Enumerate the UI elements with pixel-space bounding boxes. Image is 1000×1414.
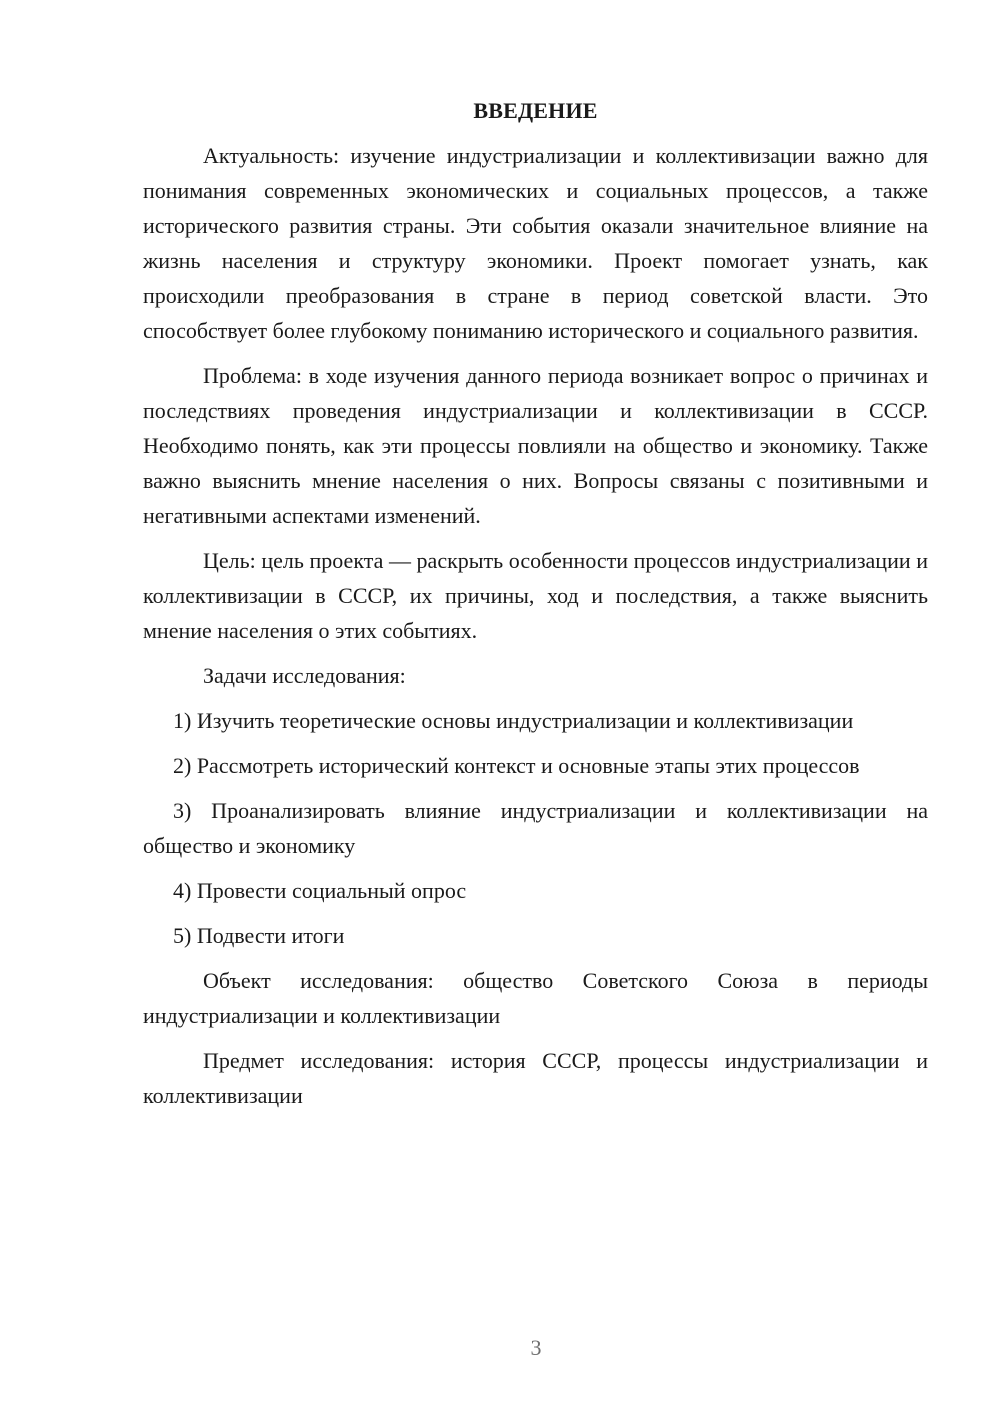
task-item-2: 2) Рассмотреть исторический контекст и основные этапы этих процессов [173, 753, 860, 778]
paragraph-problem: Проблема: в ходе изучения данного периода возникает вопрос о причинах и последствиях проведения индустриализации и коллективизации в СССР. Необходимо понять, как эти процессы повлияли на общество и экономику. Также важно выяснить мнение населения о них. Вопросы связаны с позитивными и негативными аспектами изменений. [143, 363, 928, 528]
page-content [143, 93, 928, 1123]
tasks-heading: Задачи исследования: [203, 663, 406, 688]
tasks-list [143, 703, 928, 953]
paragraph-object: Объект исследования: общество Советского Союза в периоды индустриализации и коллективизации [143, 968, 928, 1028]
task-item-3: 3) Проанализировать влияние индустриализации и коллективизации на общество и экономику [143, 798, 928, 858]
section-heading: ВВЕДЕНИЕ [473, 98, 598, 123]
task-item-4: 4) Провести социальный опрос [173, 878, 467, 903]
paragraph-subject: Предмет исследования: история СССР, процессы индустриализации и коллективизации [143, 1048, 928, 1108]
task-item-5: 5) Подвести итоги [173, 923, 345, 948]
page-number: 3 [530, 1335, 542, 1360]
task-item-1: 1) Изучить теоретические основы индустриализации и коллективизации [173, 708, 854, 733]
paragraph-goal: Цель: цель проекта — раскрыть особенности процессов индустриализации и коллективизации в СССР, их причины, ход и последствия, а также выяснить мнение населения о этих событиях. [143, 548, 928, 643]
paragraph-relevance: Актуальность: изучение индустриализации и коллективизации важно для понимания современных экономических и социальных процессов, а также исторического развития страны. Эти события оказали значительное влияние на жизнь населения и структуру экономики. Проект помогает узнать, как происходили преобразования в стране в период советской власти. Это способствует более глубокому пониманию исторического и социального развития. [143, 143, 928, 343]
